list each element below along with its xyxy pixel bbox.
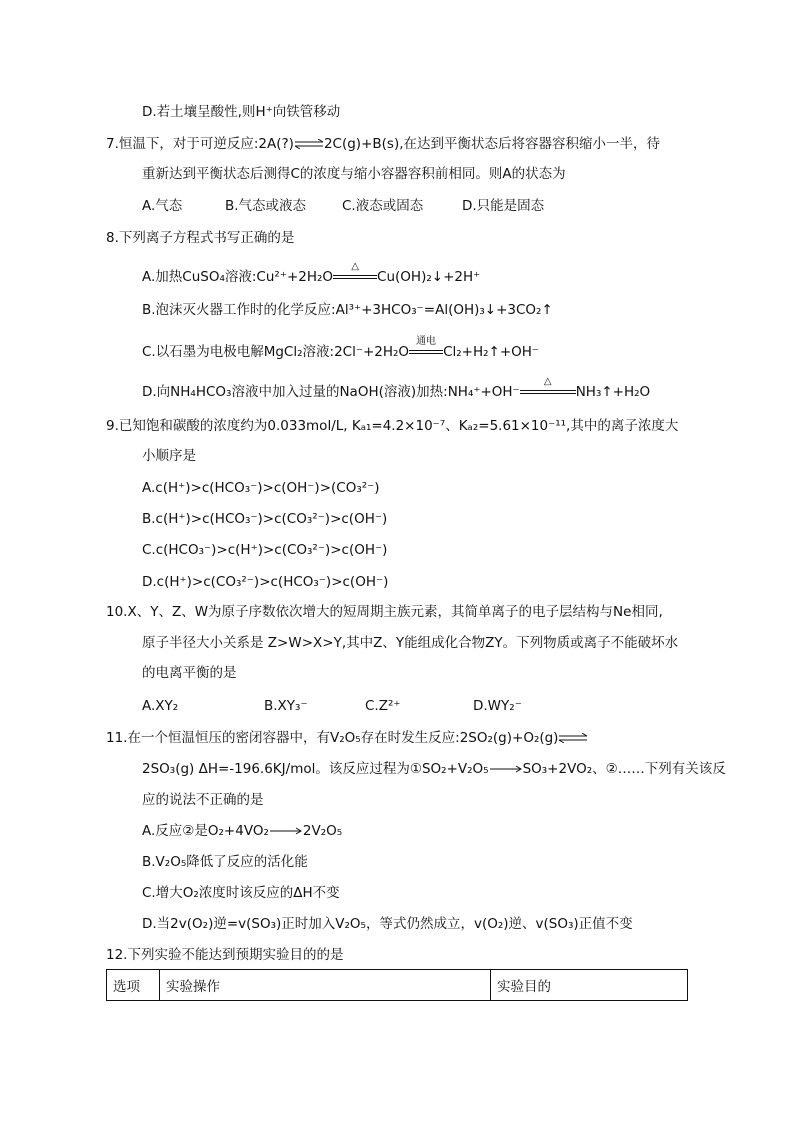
q7-option-a: A.气态 <box>142 198 183 214</box>
q12-stem: 12.下列实验不能达到预期实验目的的是 <box>106 947 344 963</box>
reversible-arrow-icon <box>558 733 588 743</box>
q10-option-a: A.XY₂ <box>142 698 179 714</box>
q7-option-b: B.气态或液态 <box>225 198 307 214</box>
table-header-purpose: 实验目的 <box>491 970 688 1001</box>
q9-line2: 小顺序是 <box>142 448 196 464</box>
q11-option-c: C.增大O₂浓度时该反应的ΔH不变 <box>142 885 340 901</box>
q8-option-a <box>142 261 481 286</box>
q9-option-b: B.c(H⁺)>c(HCO₃⁻)>c(CO₃²⁻)>c(OH⁻) <box>142 511 388 527</box>
q8-stem: 8.下列离子方程式书写正确的是 <box>106 230 295 246</box>
q7-option-c: C.液态或固态 <box>342 198 424 214</box>
q6-option-d: D.若土壤呈酸性,则H⁺向铁管移动 <box>142 104 341 120</box>
q11-line2-b: SO₃+2VO₂、②……下列有关该反 <box>522 761 726 777</box>
q7-line2: 重新达到平衡状态后测得C的浓度与缩小容器容积前相同。则A的状态为 <box>142 166 566 182</box>
q10-option-b: B.XY₃⁻ <box>264 698 308 714</box>
q8-c-condition: 通电 <box>416 336 437 347</box>
table-header-option: 选项 <box>107 970 160 1001</box>
q11-a-prefix: A.反应②是O₂+4VO₂ <box>142 823 269 839</box>
q8-a-condition: △ <box>351 261 359 272</box>
q8-d-prefix: D.向NH₄HCO₃溶液中加入过量的NaOH(溶液)加热:NH₄⁺+OH⁻ <box>142 384 520 400</box>
reversible-arrow-icon <box>294 139 324 149</box>
q9-option-d: D.c(H⁺)>c(CO₃²⁻)>c(HCO₃⁻)>c(OH⁻) <box>142 574 389 590</box>
q11-a-suffix: 2V₂O₅ <box>302 823 343 839</box>
q10-line2: 原子半径大小关系是 Z>W>X>Y,其中Z、Y能组成化合物ZY。下列物质或离子不能破坏水 <box>142 635 679 651</box>
q10-line3: 的电离平衡的是 <box>142 665 237 681</box>
q11-line2 <box>142 760 726 778</box>
q11-line1 <box>106 729 588 747</box>
right-arrow-icon <box>269 826 303 836</box>
q12-table <box>106 969 688 1001</box>
q11-line3: 应的说法不正确的是 <box>142 792 264 808</box>
q7-line1 <box>106 135 660 153</box>
equals-condition <box>520 376 576 398</box>
q8-a-suffix: Cu(OH)₂↓+2H⁺ <box>377 269 481 285</box>
q8-d-suffix: NH₃↑+H₂O <box>575 384 651 400</box>
right-arrow-icon <box>489 764 523 774</box>
q9-option-a: A.c(H⁺)>c(HCO₃⁻)>c(OH⁻)>(CO₃²⁻) <box>142 480 380 496</box>
q10-option-d: D.WY₂⁻ <box>473 698 522 714</box>
q10-line1: 10.X、Y、Z、W为原子序数依次增大的短周期主族元素，其简单离子的电子层结构与Ne相同, <box>106 604 663 620</box>
equals-condition <box>409 336 443 358</box>
q11-line1-text: 11.在一个恒温恒压的密闭容器中，有V₂O₅存在时发生反应:2SO₂(g)+O₂(g) <box>106 730 559 746</box>
q8-c-suffix: Cl₂+H₂↑+OH⁻ <box>443 344 540 360</box>
q7-line1-prefix: 7.恒温下，对于可逆反应:2A(?) <box>106 136 294 152</box>
q11-option-a <box>142 822 342 840</box>
q11-line2-a: 2SO₃(g) ΔH=-196.6KJ/mol。该反应过程为①SO₂+V₂O₅ <box>142 761 489 777</box>
q10-option-c: C.Z²⁺ <box>365 698 401 714</box>
table-header-operation: 实验操作 <box>160 970 491 1001</box>
q8-d-condition: △ <box>543 376 552 387</box>
q7-option-d: D.只能是固态 <box>462 198 545 214</box>
q8-option-d <box>142 376 651 401</box>
q9-option-c: C.c(HCO₃⁻)>c(H⁺)>c(CO₃²⁻)>c(OH⁻) <box>142 542 388 558</box>
q11-option-d: D.当2v(O₂)逆=v(SO₃)正时加入V₂O₅，等式仍然成立，v(O₂)逆、v(SO₃)正值不变 <box>142 916 633 932</box>
q8-option-b: B.泡沫灭火器工作时的化学反应:Al³⁺+3HCO₃⁻=Al(OH)₃↓+3CO₂↑ <box>142 302 553 318</box>
table-header-row <box>107 970 688 1001</box>
q11-option-b: B.V₂O₅降低了反应的活化能 <box>142 854 308 870</box>
q8-c-prefix: C.以石墨为电极电解MgCl₂溶液:2Cl⁻+2H₂O <box>142 344 410 360</box>
q9-line1: 9.已知饱和碳酸的浓度约为0.033mol/L, Kₐ₁=4.2×10⁻⁷、Kₐ₂=5.61×10⁻¹¹,其中的离子浓度大 <box>106 418 679 434</box>
q8-option-c <box>142 336 540 361</box>
q8-a-prefix: A.加热CuSO₄溶液:Cu²⁺+2H₂O <box>142 269 334 285</box>
equals-condition <box>333 261 377 283</box>
q7-line1-suffix: 2C(g)+B(s),在达到平衡状态后将容器容积缩小一半，待 <box>323 136 661 152</box>
